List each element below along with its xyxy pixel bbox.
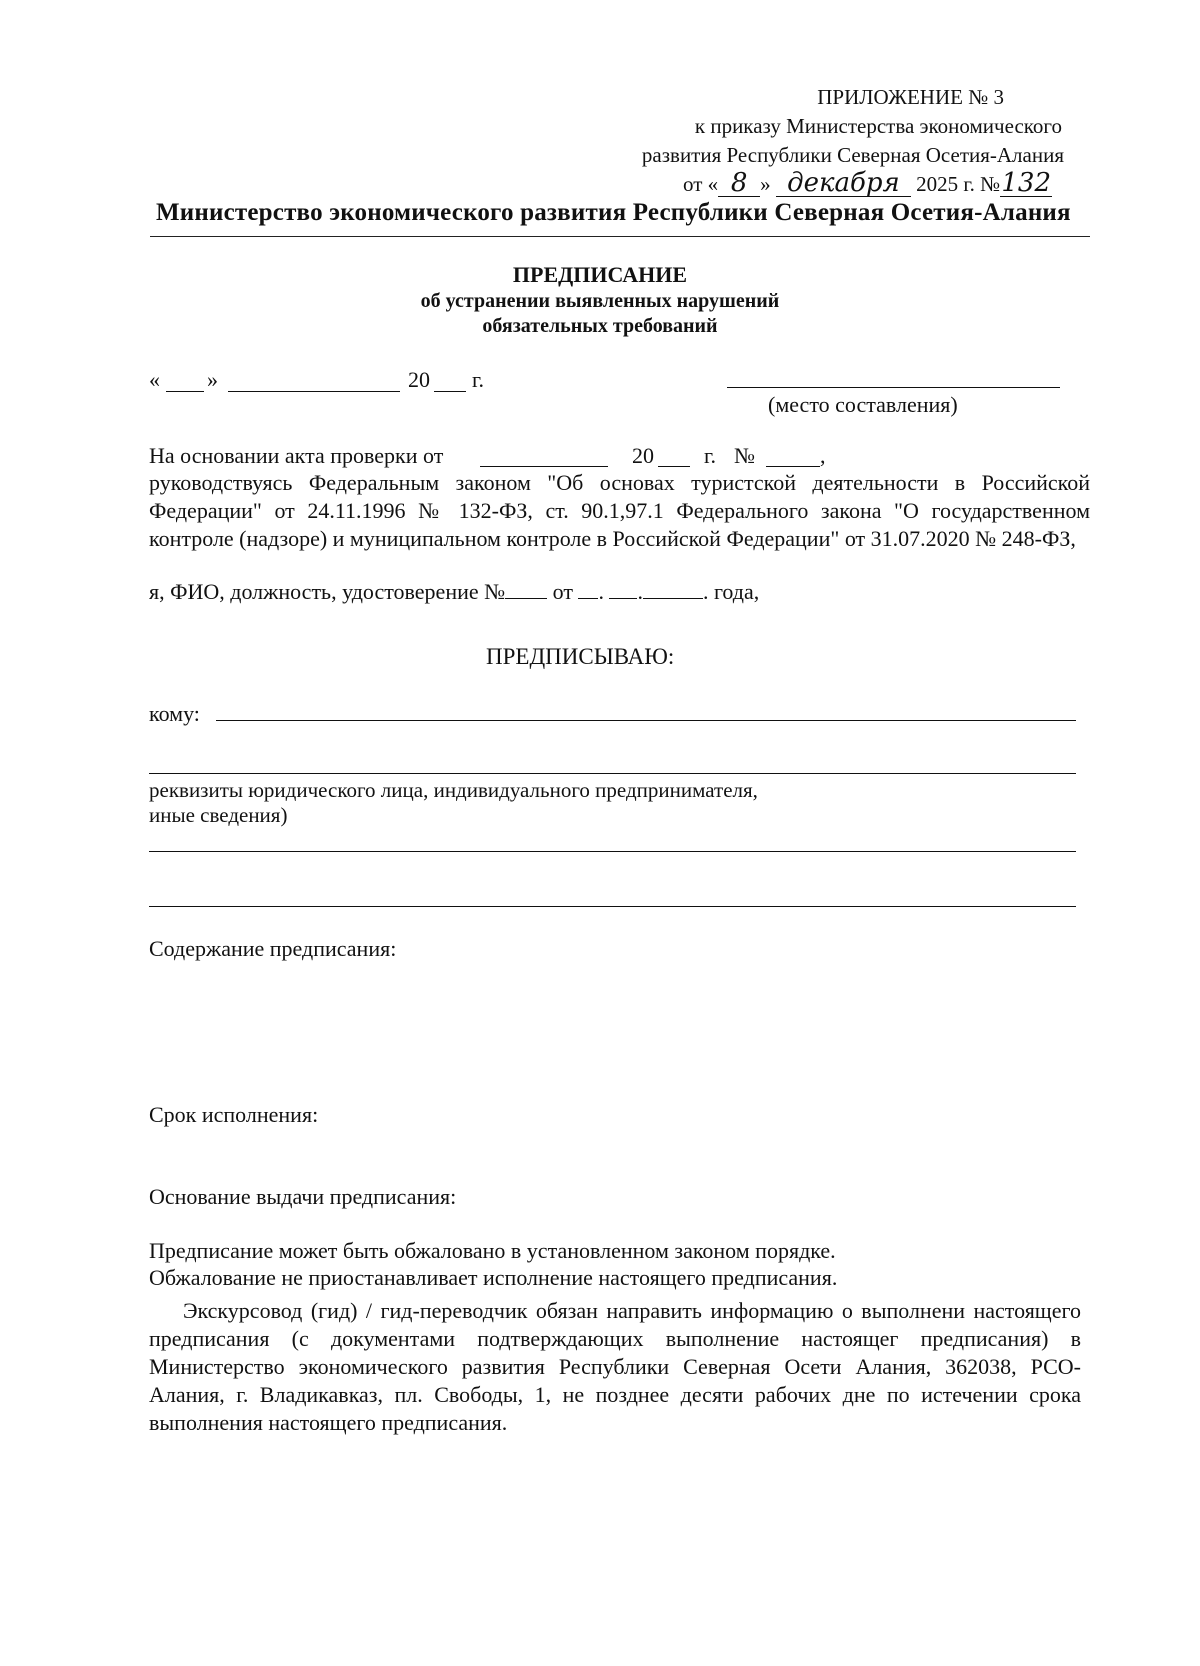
recipient-blank-3[interactable]	[149, 851, 1076, 852]
certificate-number-blank[interactable]	[505, 580, 547, 599]
act-comma: ,	[820, 443, 826, 468]
act-date-blank[interactable]	[480, 466, 608, 467]
inspector-from: от	[552, 579, 573, 604]
requisites-caption-2: иные сведения)	[149, 803, 288, 827]
grounds-label: Основание выдачи предписания:	[149, 1184, 457, 1209]
header-divider	[150, 236, 1090, 237]
date-year-text: 2025 г. №	[916, 172, 1001, 196]
requisites-caption-1: реквизиты юридического лица, индивидуального предпринимателя,	[149, 778, 758, 802]
date-year-blank[interactable]	[434, 391, 466, 392]
appeal-line-1: Предписание может быть обжаловано в установленном законом порядке.	[149, 1238, 836, 1263]
date-year-suffix: г.	[472, 367, 485, 392]
place-blank[interactable]	[727, 387, 1060, 388]
cert-dot-1: .	[598, 579, 604, 604]
content-label: Содержание предписания:	[149, 936, 397, 961]
deadline-label: Срок исполнения:	[149, 1102, 319, 1127]
appendix-order-line: к приказу Министерства экономического	[694, 114, 1062, 138]
document-subtitle-2: обязательных требований	[482, 315, 718, 337]
inspector-line	[149, 578, 759, 606]
date-quote-close: »	[760, 172, 771, 196]
date-month-blank[interactable]	[228, 391, 400, 392]
handwritten-number: 132	[1001, 168, 1051, 198]
appendix-date-line	[683, 170, 1052, 197]
act-number-blank[interactable]	[766, 466, 820, 467]
ministry-heading: Министерство экономического развития Республики Северная Осетия-Алания	[156, 199, 1071, 226]
date-open-quote: «	[149, 367, 160, 392]
recipient-blank-2[interactable]	[149, 773, 1076, 774]
cert-year-suffix: . года,	[702, 579, 760, 604]
recipient-blank-1[interactable]	[216, 720, 1076, 721]
document-subtitle-1: об устранении выявленных нарушений	[420, 290, 780, 312]
legal-basis-paragraph: руководствуясь Федеральным законом "Об основах туристской деятельности в Российской Федерации" от 24.11.1996 № 132-ФЗ, ст. 90.1,97.1 Федерального закона "О государственном контроле (надзоре) и муниципальном контроле в Российской Федерации" от 31.07.2020 № 248-ФЗ,	[149, 470, 1090, 551]
recipient-label: кому:	[149, 701, 200, 726]
recipient-blank-4[interactable]	[149, 906, 1076, 907]
act-century: 20	[632, 443, 654, 468]
act-no-sign: №	[734, 443, 755, 468]
prescribe-heading: ПРЕДПИСЫВАЮ:	[486, 644, 675, 669]
act-year: г.	[704, 443, 717, 468]
cert-day-blank[interactable]	[578, 580, 598, 599]
act-prefix: На основании акта проверки от	[149, 443, 444, 468]
final-paragraph: Экскурсовод (гид) / гид-переводчик обязан направить информацию о выполнени настоящего предписания (с документами подтверждающих выполнение настоящег предписания) в Министерство экономического развития Республики Северная Осети Алания, 362038, РСО-Алания, г. Владикавказ, пл. Свободы, 1, не позднее десяти рабочих дне по истечении срока выполнения настоящего предписания.	[149, 1298, 1081, 1435]
date-century: 20	[408, 367, 430, 392]
date-close-quote: »	[207, 367, 218, 392]
inspector-credentials: я, ФИО, должность, удостоверение №	[149, 579, 506, 604]
document-title: ПРЕДПИСАНИЕ	[512, 262, 688, 287]
date-day-blank[interactable]	[166, 391, 204, 392]
appendix-title: ПРИЛОЖЕНИЕ № 3	[817, 85, 1004, 109]
act-year-blank[interactable]	[658, 466, 690, 467]
appeal-line-2: Обжалование не приостанавливает исполнение настоящего предписания.	[149, 1265, 838, 1290]
date-from-prefix: от «	[683, 172, 719, 196]
handwritten-day: 8	[718, 170, 760, 197]
appendix-ministry-line: развития Республики Северная Осетия-Алания	[641, 143, 1064, 167]
place-caption: (место составления)	[768, 392, 958, 417]
cert-year-blank[interactable]	[643, 580, 703, 599]
cert-month-blank[interactable]	[609, 580, 637, 599]
handwritten-month: декабря	[776, 170, 911, 197]
cert-dot-2: .	[637, 579, 643, 604]
